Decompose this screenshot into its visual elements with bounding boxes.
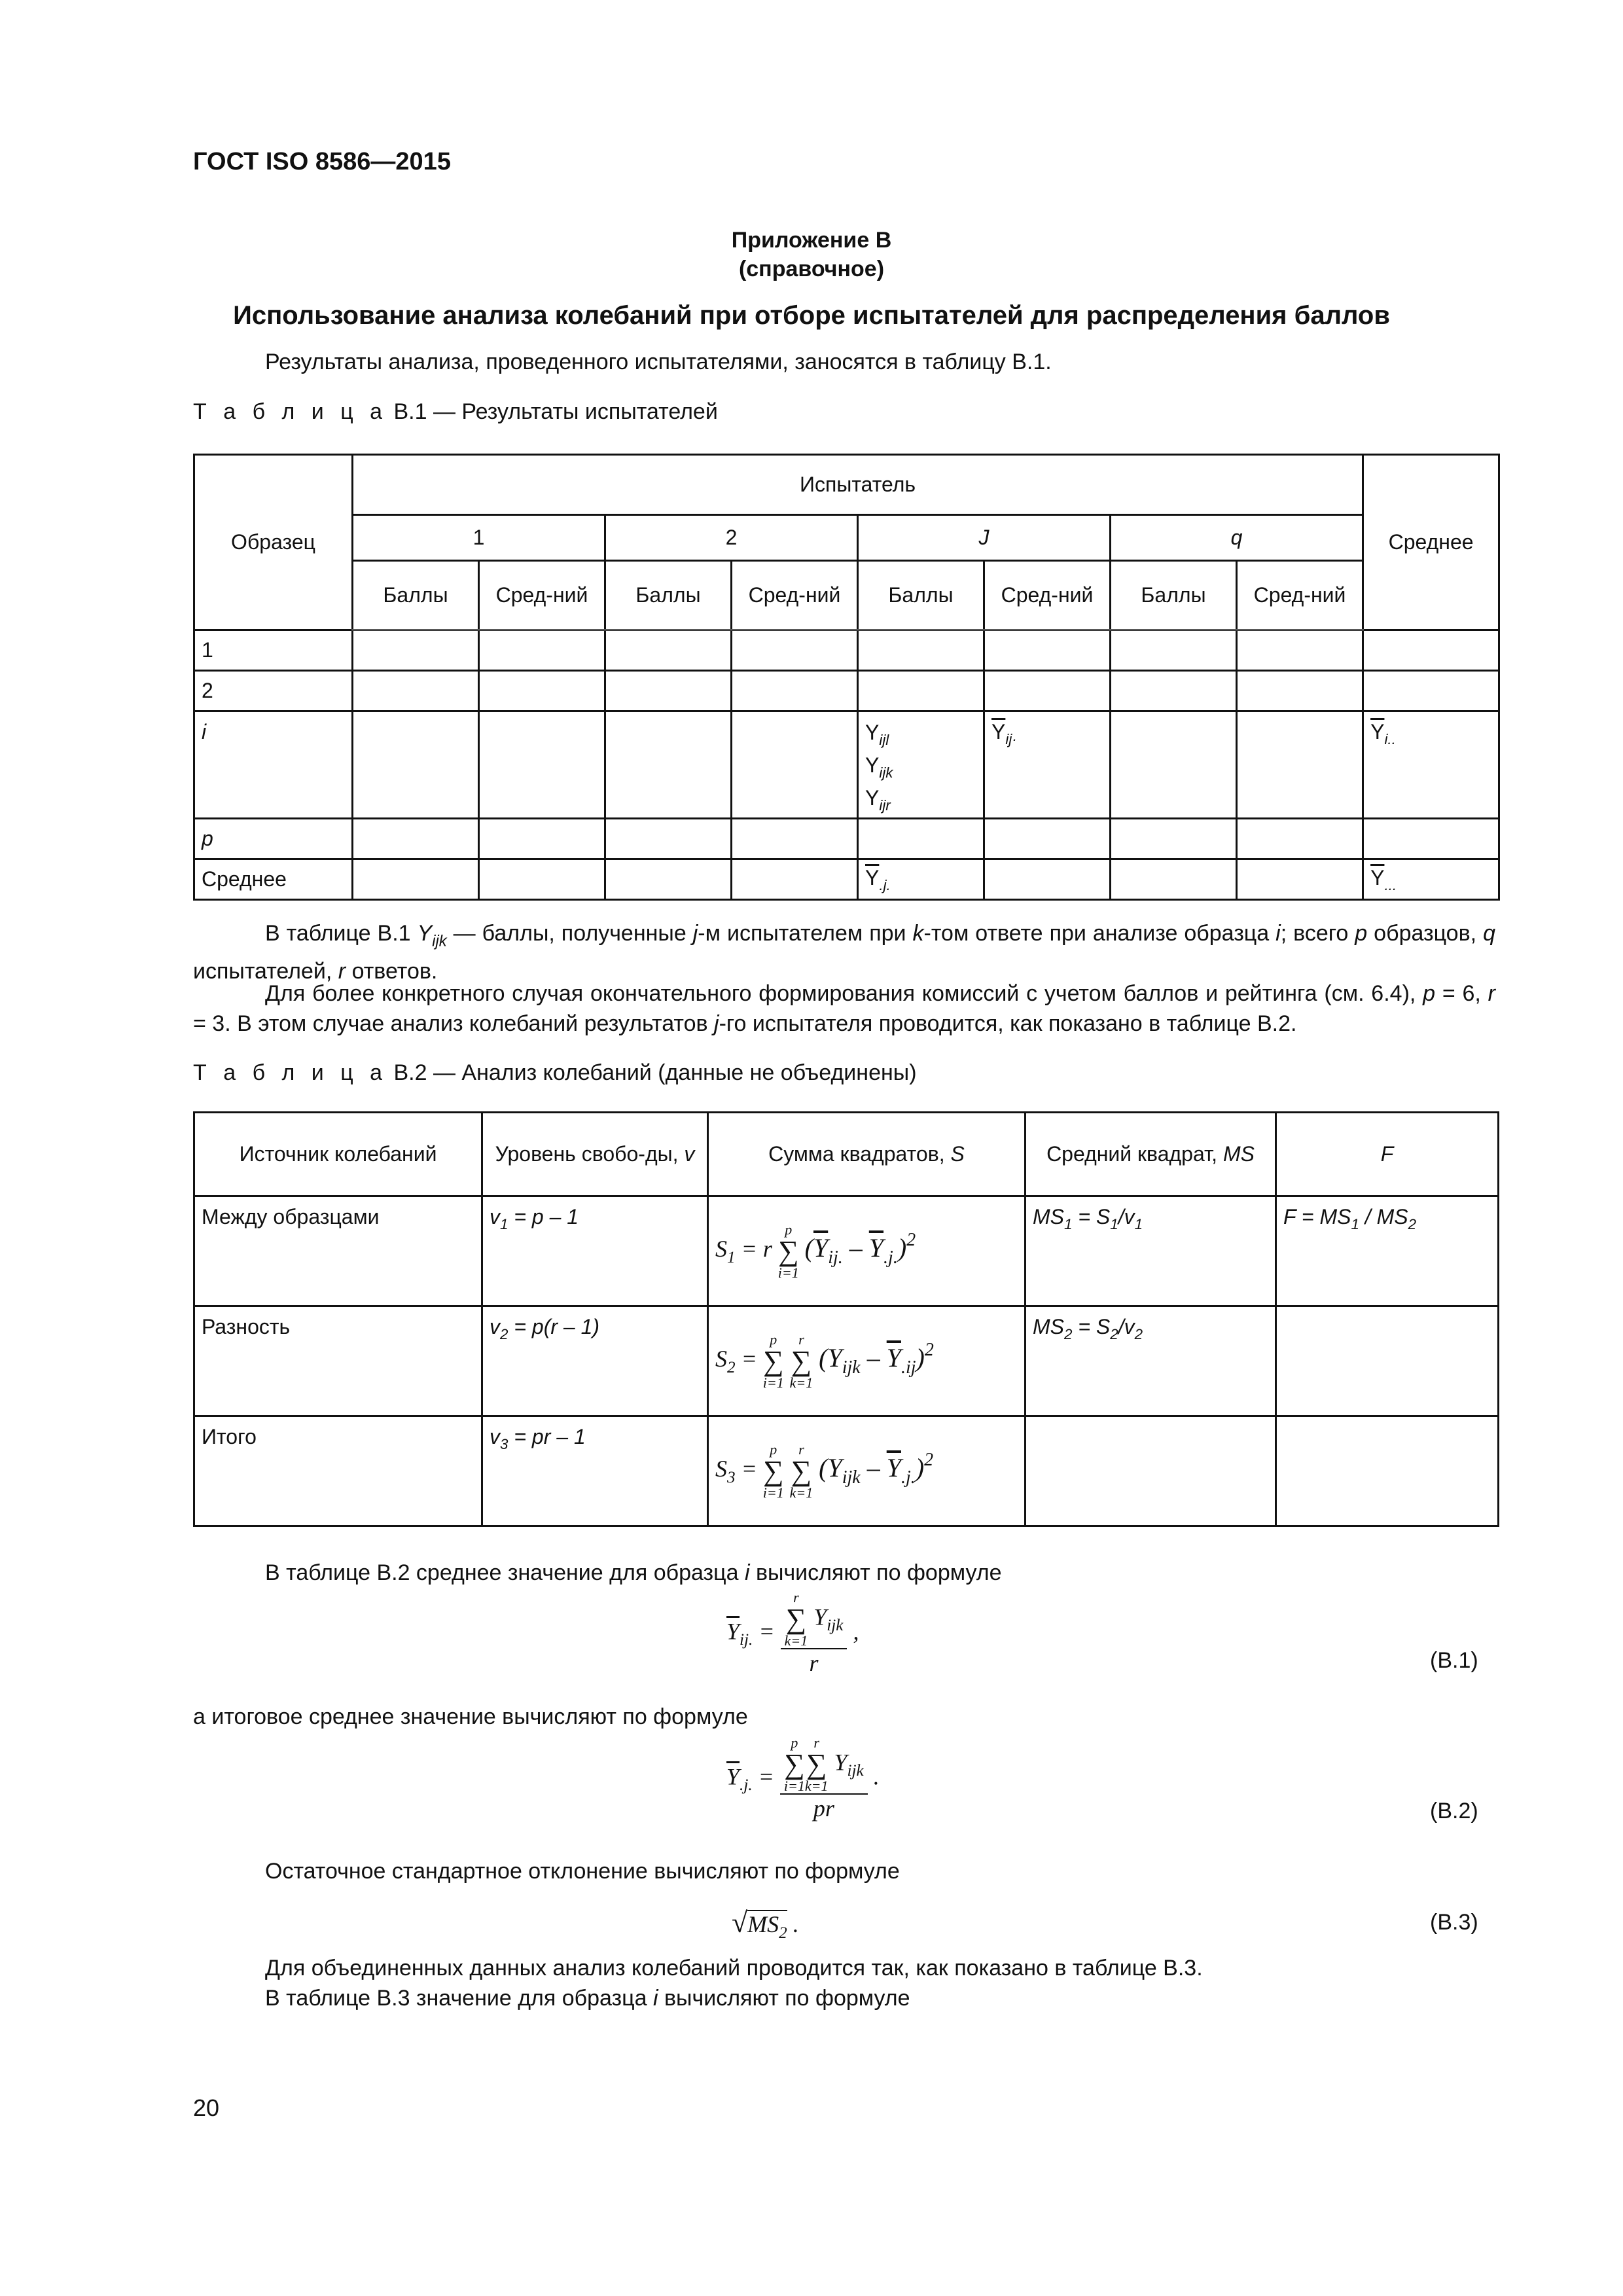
sub-mean: Сред-ний bbox=[1237, 561, 1363, 630]
mean-ij-cell: $\overline{Y}_{ij\cdot}$ bbox=[984, 711, 1111, 819]
mean-j-cell: $\overline{Y}_{.j.}$ bbox=[858, 859, 984, 900]
document-header: ГОСТ ISO 8586—2015 bbox=[193, 148, 451, 175]
ms-between-samples: $MS_1 = S_1/v_1$ bbox=[1026, 1196, 1276, 1306]
header-f: F bbox=[1276, 1113, 1499, 1196]
ss-total: $S_3$ = p ∑ i=1 r ∑ k=1 $(Y_{ijk} - \overline{Y}_{.j.})^2$ bbox=[708, 1416, 1026, 1526]
appendix-title: Приложение В bbox=[731, 228, 892, 253]
source-total: Итого bbox=[194, 1416, 482, 1526]
header-tester: Испытатель bbox=[353, 455, 1363, 515]
sub-scores: Баллы bbox=[1111, 561, 1237, 630]
table1-caption: Т а б л и ц а В.1 — Результаты испытателей bbox=[193, 399, 718, 424]
paragraph-total-mean: а итоговое среднее значение вычисляют по формуле bbox=[193, 1704, 748, 1729]
paragraph-table3-formula: В таблице В.3 значение для образца i вычисляют по формуле bbox=[265, 1986, 910, 2011]
ss-between-samples: $S_1 = r$ p ∑ i=1 $(\overline{Y}_{ij.} - \overline{Y}_{.j.})^2$ bbox=[708, 1196, 1026, 1306]
table-b1 bbox=[193, 454, 1500, 901]
table2-caption: Т а б л и ц а В.2 — Анализ колебаний (данные не объединены) bbox=[193, 1060, 917, 1085]
section-title: Использование анализа колебаний при отборе испытателей для распределения баллов bbox=[233, 301, 1390, 330]
df-between-samples: $v_1 = p - 1$ bbox=[482, 1196, 708, 1306]
row-label: Среднее bbox=[194, 859, 353, 900]
tester-1: 1 bbox=[353, 515, 605, 561]
appendix-subtitle: (справочное) bbox=[738, 257, 885, 281]
paragraph-residual-std: Остаточное стандартное отклонение вычисляют по формуле bbox=[265, 1859, 900, 1884]
tester-j: J bbox=[858, 515, 1111, 561]
mean-all-cell: $\overline{Y}_{...}$ bbox=[1363, 859, 1499, 900]
ms-total bbox=[1026, 1416, 1276, 1526]
formula-b1: $\overline{Y}_{ij.}$ = r ∑ k=1 $Y_{ijk}$ r , bbox=[726, 1589, 859, 1676]
tester-q: q bbox=[1111, 515, 1363, 561]
header-ss: Сумма квадратов, S bbox=[708, 1113, 1026, 1196]
header-sample: Образец bbox=[194, 455, 353, 630]
ss-difference: $S_2$ = p ∑ i=1 r ∑ k=1 $(Y_{ijk} - \overline{Y}_{.ij})^2$ bbox=[708, 1306, 1026, 1416]
df-difference: $v_2 = p(r - 1)$ bbox=[482, 1306, 708, 1416]
row-label: i bbox=[194, 711, 353, 819]
source-between-samples: Между образцами bbox=[194, 1196, 482, 1306]
f-total bbox=[1276, 1416, 1499, 1526]
df-total: $v_3$ = pr – 1 bbox=[482, 1416, 708, 1526]
row-label: 2 bbox=[194, 671, 353, 711]
f-difference bbox=[1276, 1306, 1499, 1416]
tester-2: 2 bbox=[605, 515, 858, 561]
header-mean: Среднее bbox=[1363, 455, 1499, 630]
equation-number-b2: (В.2) bbox=[1430, 1799, 1478, 1823]
sub-scores: Баллы bbox=[353, 561, 479, 630]
table-b2 bbox=[193, 1111, 1499, 1527]
row-label: 1 bbox=[194, 630, 353, 671]
formula-b3: $√MS_2$ . bbox=[732, 1907, 799, 1942]
source-difference: Разность bbox=[194, 1306, 482, 1416]
sub-scores: Баллы bbox=[858, 561, 984, 630]
paragraph-specific-case: Для более конкретного случая окончательного формирования комиссий с учетом баллов и рейтинга (см. 6.4), p = 6, r = 3. В этом случае анализ колебаний результатов j-го испытателя проводится, как показано в таблице В.2. bbox=[193, 981, 1495, 1036]
ms-difference: $MS_2 = S_2/v_2$ bbox=[1026, 1306, 1276, 1416]
f-between-samples: $F = MS_1 / MS_2$ bbox=[1276, 1196, 1499, 1306]
header-source: Источник колебаний bbox=[194, 1113, 482, 1196]
sub-mean: Сред-ний bbox=[479, 561, 605, 630]
header-df: Уровень свобо-ды, v bbox=[482, 1113, 708, 1196]
mean-i-cell: $\overline{Y}_{i..}$ bbox=[1363, 711, 1499, 819]
formula-b2: $\overline{Y}_{.j.}$ = p ∑ i=1 r ∑ k=1 $Y_{ijk}$ pr . bbox=[726, 1734, 880, 1821]
paragraph-table1-explanation: В таблице В.1 $Y_{ijk}$ — баллы, полученные j-м испытателем при k-том ответе при анализе образца i; всего p образцов, q испытателей, r ответов. bbox=[193, 921, 1495, 984]
page-number: 20 bbox=[193, 2094, 220, 2121]
sub-mean: Сред-ний bbox=[984, 561, 1111, 630]
row-label: p bbox=[194, 819, 353, 859]
header-ms: Средний квадрат, MS bbox=[1026, 1113, 1276, 1196]
scores-cell: $Y_{ijl}$ $Y_{ijk}$ $Y_{ijr}$ bbox=[858, 711, 984, 819]
paragraph-sample-mean: В таблице В.2 среднее значение для образца i вычисляют по формуле bbox=[265, 1560, 1002, 1585]
paragraph-combined-data: Для объединенных данных анализ колебаний проводится так, как показано в таблице В.3. bbox=[265, 1956, 1203, 1981]
equation-number-b3: (В.3) bbox=[1430, 1910, 1478, 1935]
equation-number-b1: (В.1) bbox=[1430, 1648, 1478, 1673]
sub-scores: Баллы bbox=[605, 561, 732, 630]
intro-paragraph: Результаты анализа, проведенного испытателями, заносятся в таблицу В.1. bbox=[265, 350, 1052, 374]
sub-mean: Сред-ний bbox=[732, 561, 858, 630]
